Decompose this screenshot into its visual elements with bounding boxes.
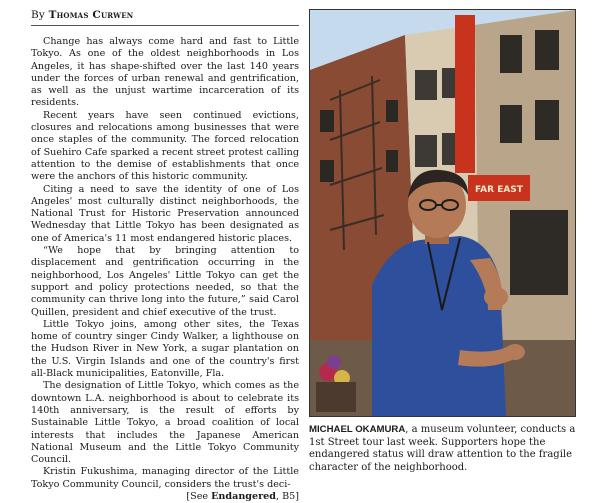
jump-reference[interactable]: [31, 491, 299, 503]
sign-text: FAR EAST: [475, 185, 523, 195]
street-scene-illustration: [310, 10, 575, 416]
article-paragraph: Change has always come hard and fast to Little Tokyo. As one of the oldest neighborhoods in Los Angeles, it has shape-shifted over the last 140 years under the forces of urban renewal and gentrification, as well as the unjust wartime incarceration of its residents.: [31, 36, 299, 109]
byline: [31, 9, 299, 26]
byline-author: Thomas Curwen: [48, 9, 134, 21]
volunteer-other-hand: [505, 344, 525, 360]
caption-credit: MICHAEL OKAMURA: [309, 424, 406, 435]
news-photo: [309, 9, 576, 417]
article-paragraph: Recent years have seen continued evictions, closures and relocations among businesses that were once staples of the community. The forced relocation of Suehiro Cafe sparked a recent street protest calling attention to the demise of establishments that once were the anchors of this historic community.: [31, 109, 299, 183]
article-paragraph: “We hope that by bringing attention to displacement and gentrification occurring in the neighborhood, Los Angeles' Little Tokyo can get the support and policy protections needed, so that the community can thrive long into the future,” said Carol Quillen, president and chief executive of the trust.: [31, 245, 299, 318]
article-paragraph: Little Tokyo joins, among other sites, the Texas home of country singer Cindy Walker, a lighthouse on the Hudson River in New York, a sugar plantation on the U.S. Virgin Islands and one of the country's first all-Black municipalities, Eatonville, Fla.: [31, 318, 299, 380]
vertical-neon-sign: [455, 15, 475, 173]
jump-suffix: , B5]: [276, 490, 299, 502]
byline-prefix: By: [31, 9, 46, 21]
article-paragraph: Kristin Fukushima, managing director of the Little Tokyo Community Council, considers the trust's deci-: [31, 466, 299, 490]
jump-prefix: [See: [186, 490, 212, 502]
article-paragraph: Citing a need to save the identity of one of Los Angeles' most culturally distinct neighborhoods, the National Trust for Historic Preservation announced Wednesday that Little Tokyo has been designated as one of America's 11 most endangered historic places.: [31, 183, 299, 244]
article-body: [31, 36, 299, 503]
caption-text: , a museum volunteer, conducts a 1st Street tour last week. Supporters hope the endangered status will draw attention to the fragile character of the neighborhood.: [309, 424, 576, 473]
article-paragraph: The designation of Little Tokyo, which comes as the downtown L.A. neighborhood is about to celebrate its 140th anniversary, is the result of efforts by Sustainable Little Tokyo, a broad coalition of local interests that includes the Japanese American National Museum and the Little Tokyo Community Council.: [31, 380, 299, 466]
jump-target: Endangered: [211, 490, 276, 502]
volunteer-hand: [484, 287, 508, 307]
photo-caption: [309, 424, 577, 474]
